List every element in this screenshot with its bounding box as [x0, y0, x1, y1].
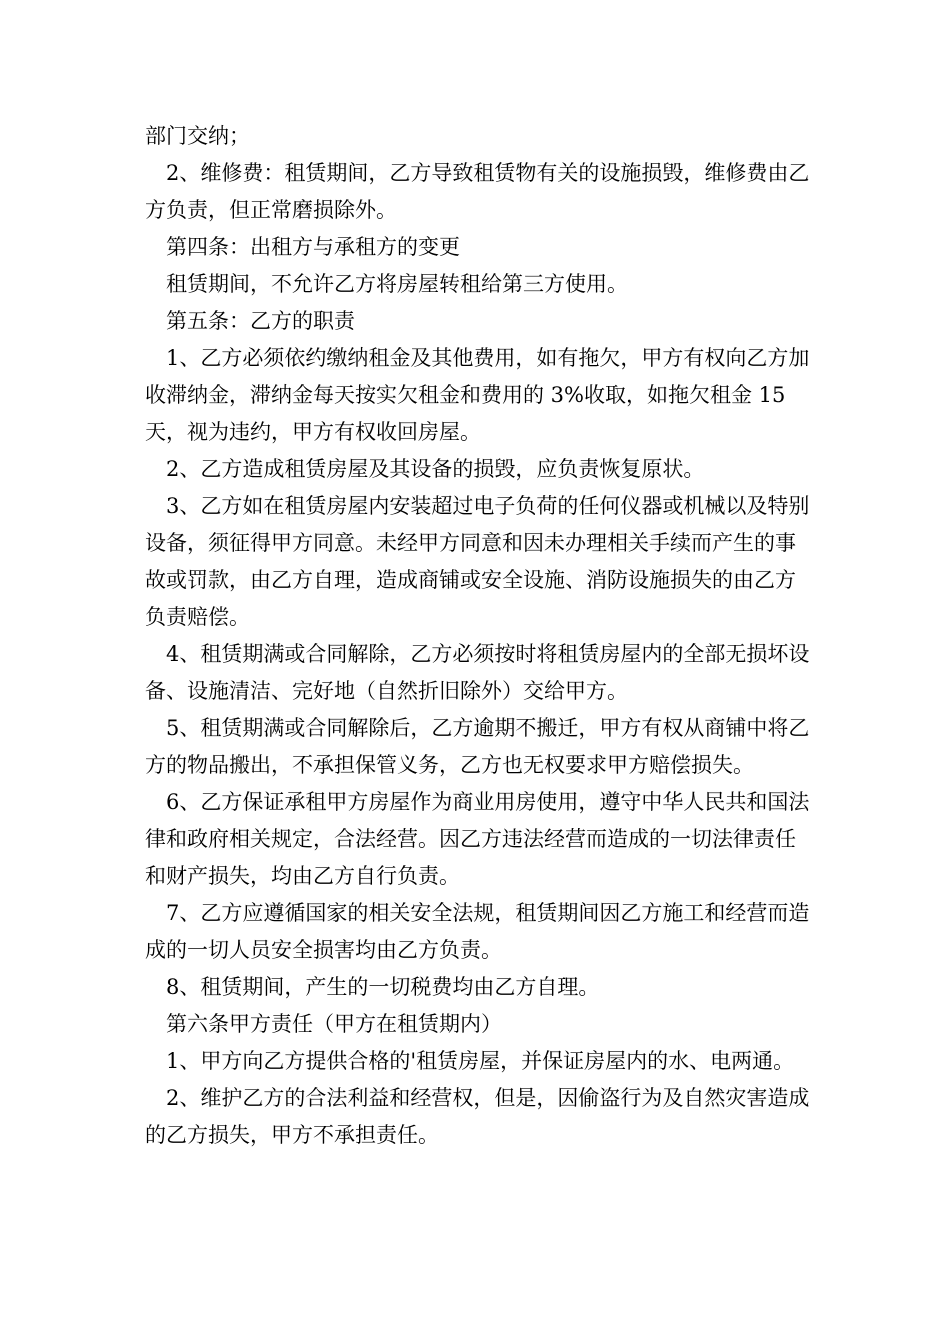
document-body	[145, 118, 810, 1154]
paragraph: 8、租赁期间，产生的一切税费均由乙方自理。	[166, 975, 600, 999]
paragraph: 2、维修费：租赁期间，乙方导致租赁物有关的设施损毁，维修费由乙方负责，但正常磨损除外。	[145, 161, 810, 222]
section-heading: 第四条：出租方与承租方的变更	[166, 235, 460, 259]
paragraph: 1、乙方必须依约缴纳租金及其他费用，如有拖欠，甲方有权向乙方加收滞纳金，滞纳金每天按实欠租金和费用的 3%收取，如拖欠租金 15 天，视为违约，甲方有权收回房屋。	[145, 346, 810, 444]
paragraph: 2、乙方造成租赁房屋及其设备的损毁，应负责恢复原状。	[166, 457, 705, 481]
paragraph: 3、乙方如在租赁房屋内安装超过电子负荷的任何仪器或机械以及特别设备，须征得甲方同意。未经甲方同意和因未办理相关手续而产生的事故或罚款，由乙方自理，造成商铺或安全设施、消防设施损失的由乙方负责赔偿。	[145, 494, 810, 629]
section-heading: 第五条：乙方的职责	[166, 309, 355, 333]
paragraph: 部门交纳；	[145, 124, 250, 148]
paragraph: 7、乙方应遵循国家的相关安全法规，租赁期间因乙方施工和经营而造成的一切人员安全损害均由乙方负责。	[145, 901, 810, 962]
paragraph: 5、租赁期满或合同解除后，乙方逾期不搬迁，甲方有权从商铺中将乙方的物品搬出，不承担保管义务，乙方也无权要求甲方赔偿损失。	[145, 716, 810, 777]
paragraph: 4、租赁期满或合同解除，乙方必须按时将租赁房屋内的全部无损坏设备、设施清洁、完好地（自然折旧除外）交给甲方。	[145, 642, 810, 703]
paragraph: 2、维护乙方的合法利益和经营权，但是，因偷盗行为及自然灾害造成的乙方损失，甲方不承担责任。	[145, 1086, 810, 1147]
paragraph: 6、乙方保证承租甲方房屋作为商业用房使用，遵守中华人民共和国法律和政府相关规定，合法经营。因乙方违法经营而造成的一切法律责任和财产损失，均由乙方自行负责。	[145, 790, 810, 888]
paragraph: 1、甲方向乙方提供合格的'租赁房屋，并保证房屋内的水、电两通。	[166, 1049, 795, 1073]
section-heading: 第六条甲方责任（甲方在租赁期内）	[166, 1012, 502, 1036]
paragraph: 租赁期间，不允许乙方将房屋转租给第三方使用。	[166, 272, 628, 296]
